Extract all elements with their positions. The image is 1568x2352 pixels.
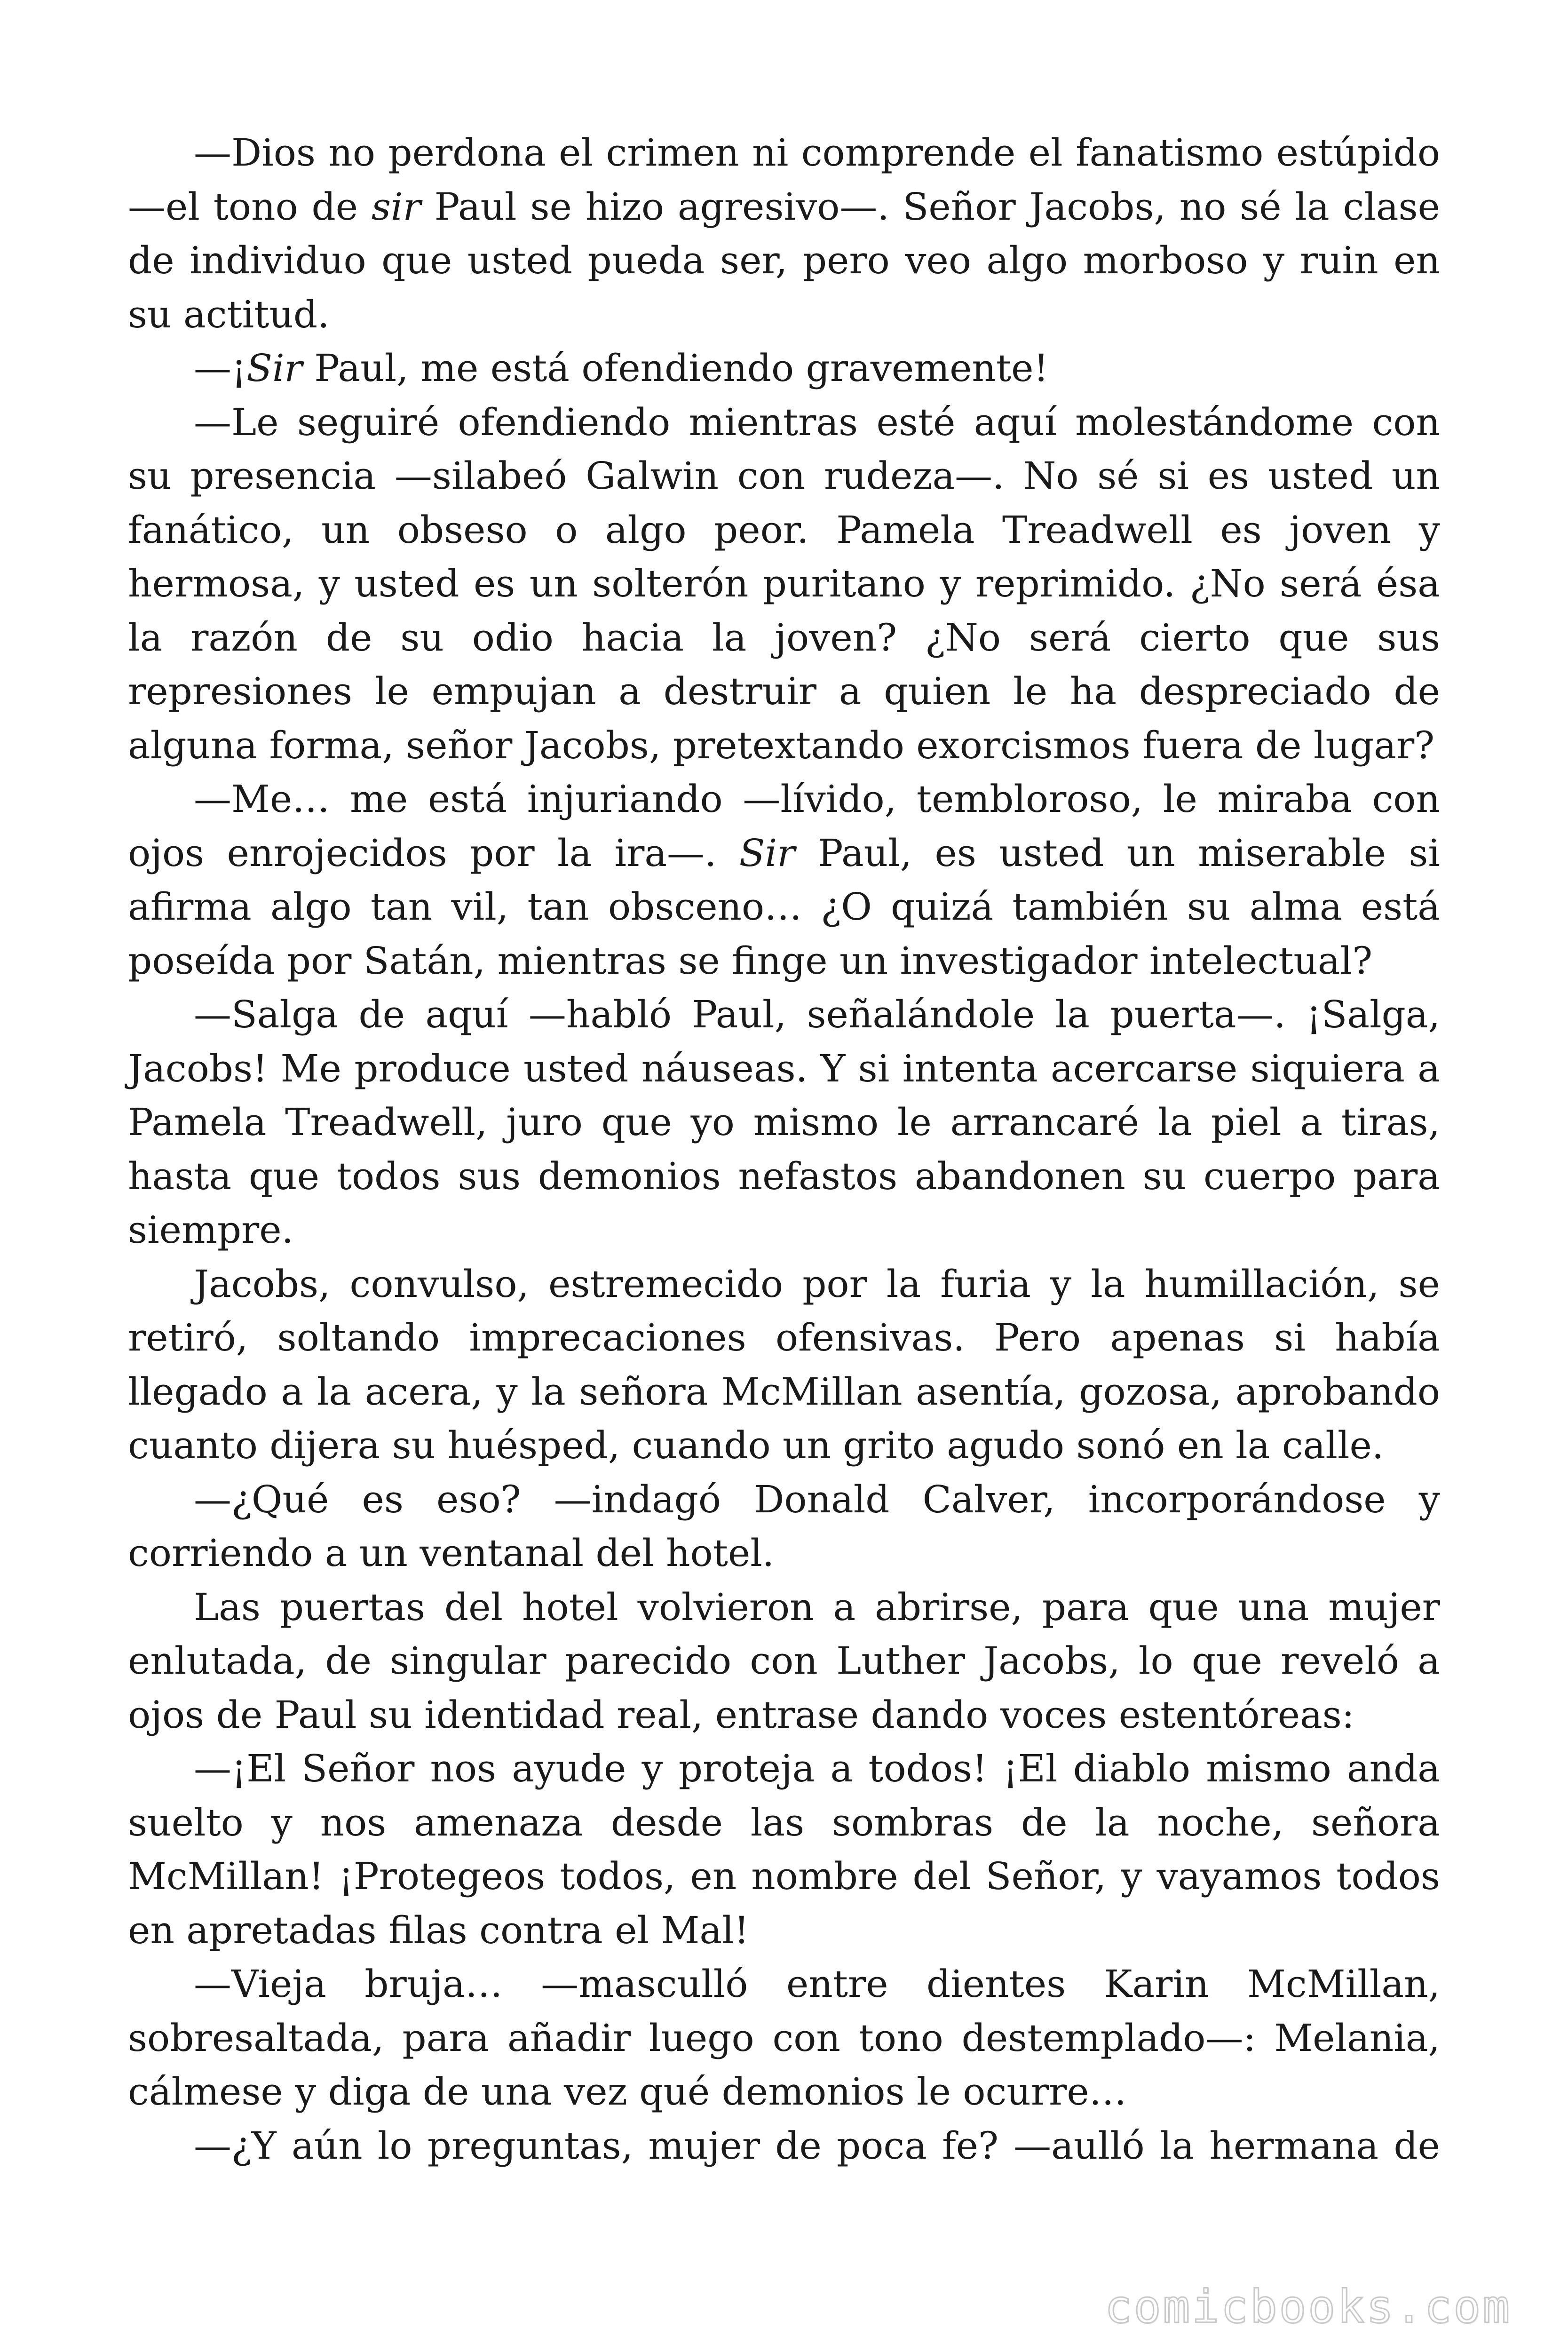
paragraph: —Salga de aquí —habló Paul, señalándole la puerta—. ¡Salga, Jacobs! Me produce usted náuseas. Y si intenta acercarse siquiera a Pamela Treadwell, juro que yo mismo le arrancaré la piel a tiras, hasta que todos sus demonios nefastos abandonen su cuerpo para siempre.: [128, 993, 1440, 1252]
italic-text: Sir: [739, 831, 795, 875]
paragraph: —¡Sir Paul, me está ofendiendo gravemente!: [194, 346, 1049, 390]
paragraph: —Dios no perdona el crimen ni comprende el fanatismo estúpido —el tono de sir Paul se hizo agresivo—. Señor Jacobs, no sé la clase de individuo que usted pueda ser, pero veo algo morboso y ruin en su actitud.: [128, 131, 1440, 336]
paragraph: —Me… me está injuriando —lívido, tembloroso, le miraba con ojos enrojecidos por la ira—. Sir Paul, es usted un miserable si afirma algo tan vil, tan obsceno… ¿O quizá también su alma está poseída por Satán, mientras se finge un investigador intelectual?: [128, 777, 1440, 983]
paragraph: Las puertas del hotel volvieron a abrirse, para que una mujer enlutada, de singular parecido con Luther Jacobs, lo que reveló a ojos de Paul su identidad real, entrase dando voces estentóreas:: [128, 1585, 1440, 1737]
watermark: comicbooks.com: [1104, 2280, 1512, 2333]
paragraph: —¡El Señor nos ayude y proteja a todos! ¡El diablo mismo anda suelto y nos amenaza desde las sombras de la noche, señora McMillan! ¡Protegeos todos, en nombre del Señor, y vayamos todos en apretadas filas contra el Mal!: [128, 1747, 1440, 1952]
paragraph: —Le seguiré ofendiendo mientras esté aquí molestándome con su presencia —silabeó Galwin con rudeza—. No sé si es usted un fanático, un obseso o algo peor. Pamela Treadwell es joven y hermosa, y usted es un solterón puritano y reprimido. ¿No será ésa la razón de su odio hacia la joven? ¿No será cierto que sus represiones le empujan a destruir a quien le ha despreciado de alguna forma, señor Jacobs, pretextando exorcismos fuera de lugar?: [128, 400, 1440, 767]
paragraph: —Vieja bruja… —masculló entre dientes Karin McMillan, sobresaltada, para añadir luego con tono destemplado—: Melania, cálmese y diga de una vez qué demonios le ocurre…: [128, 1962, 1440, 2114]
paragraph: Jacobs, convulso, estremecido por la furia y la humillación, se retiró, soltando imprecaciones ofensivas. Pero apenas si había llegado a la acera, y la señora McMillan asentía, gozosa, aprobando cuanto dijera su huésped, cuando un grito agudo sonó en la calle.: [128, 1262, 1440, 1467]
italic-text: Sir: [246, 346, 302, 390]
body-text: [128, 126, 1440, 2173]
paragraph: —¿Y aún lo preguntas, mujer de poca fe? —aulló la hermana de: [194, 2123, 1440, 2168]
paragraph: —¿Qué es eso? —indagó Donald Calver, incorporándose y corriendo a un ventanal del hotel.: [128, 1477, 1440, 1575]
italic-text: sir: [371, 184, 421, 229]
